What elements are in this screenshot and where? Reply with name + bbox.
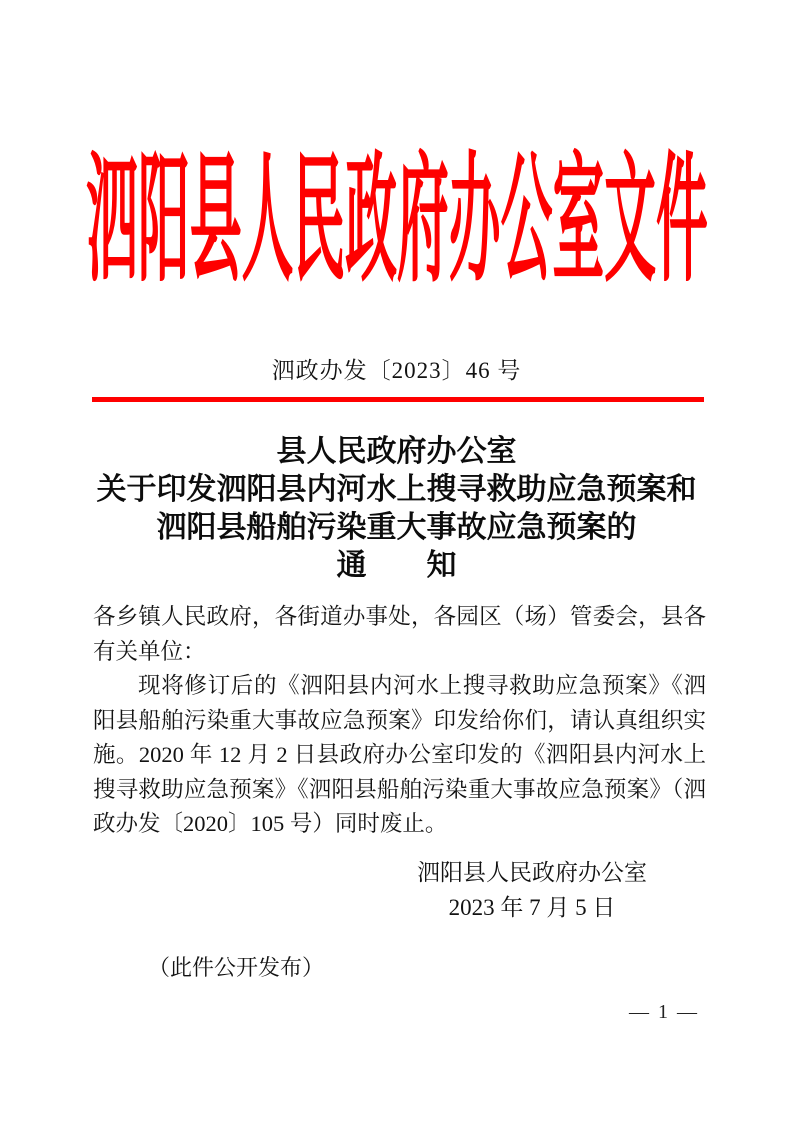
signer-name: 泗阳县人民政府办公室 bbox=[417, 860, 647, 885]
document-body bbox=[93, 600, 706, 842]
title-line-3: 泗阳县船舶污染重大事故应急预案的 bbox=[156, 511, 637, 544]
page-number: — 1 — bbox=[629, 1001, 699, 1023]
publication-note: （此件公开发布） bbox=[148, 955, 325, 980]
title-line-1: 县人民政府办公室 bbox=[276, 435, 517, 468]
title-line-4: 通 知 bbox=[336, 549, 457, 582]
masthead bbox=[0, 144, 793, 299]
document-number: 泗政办发〔2023〕46 号 bbox=[271, 358, 522, 383]
salutation: 各乡镇人民政府，各街道办事处，各园区（场）管委会，县各有关单位： bbox=[93, 604, 706, 664]
body-paragraph: 现将修订后的《泗阳县内河水上搜寻救助应急预案》《泗阳县船舶污染重大事故应急预案》印发给你们，请认真组织实施。2020 年 12 月 2 日县政府办公室印发的《泗阳县内河水上搜寻救助应急预案》《泗阳县船舶污染重大事故应急预案》（泗政办发〔2020〕105 号）同时废止。 bbox=[93, 673, 706, 836]
masthead-title: 泗阳县人民政府办公室文件 bbox=[85, 144, 708, 299]
sign-date: 2023 年 7 月 5 日 bbox=[448, 895, 616, 920]
red-divider bbox=[92, 397, 704, 402]
title-line-2: 关于印发泗阳县内河水上搜寻救助应急预案和 bbox=[96, 473, 697, 506]
signature-block bbox=[417, 855, 647, 925]
document-title bbox=[90, 433, 703, 585]
